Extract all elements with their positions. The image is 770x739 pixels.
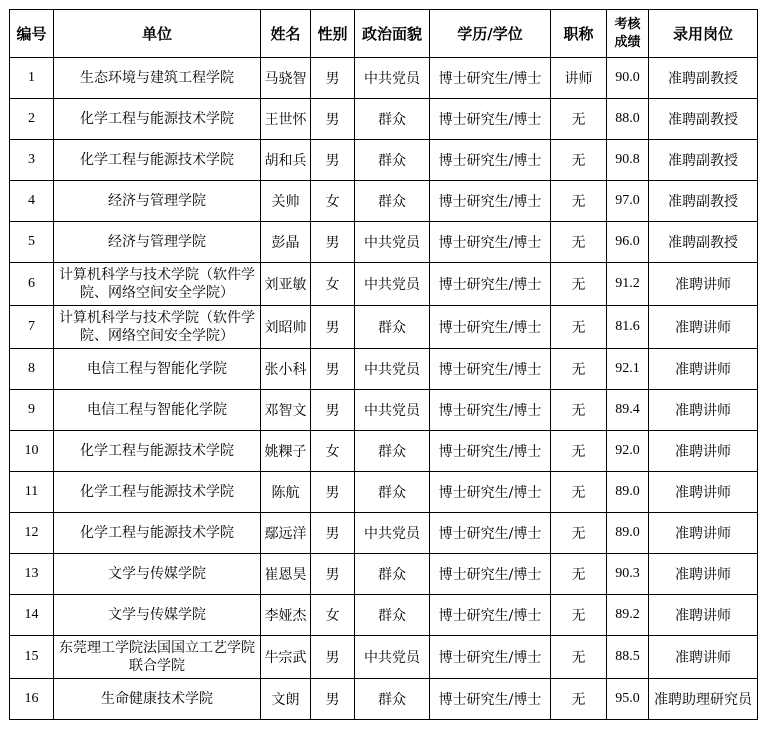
cell-title: 无 — [551, 306, 607, 349]
cell-degree: 博士研究生/博士 — [430, 222, 551, 263]
cell-position: 准聘讲师 — [649, 595, 758, 636]
cell-no: 11 — [10, 472, 54, 513]
table-row — [10, 636, 758, 679]
cell-political: 中共党员 — [355, 349, 430, 390]
cell-gender: 男 — [311, 513, 355, 554]
cell-no: 6 — [10, 263, 54, 306]
cell-name: 鄢远洋 — [261, 513, 311, 554]
cell-political: 群众 — [355, 679, 430, 720]
cell-degree: 博士研究生/博士 — [430, 513, 551, 554]
cell-position: 准聘讲师 — [649, 306, 758, 349]
cell-gender: 女 — [311, 181, 355, 222]
cell-degree: 博士研究生/博士 — [430, 306, 551, 349]
cell-score: 89.0 — [607, 513, 649, 554]
cell-name: 胡和兵 — [261, 140, 311, 181]
table-row — [10, 222, 758, 263]
cell-no: 16 — [10, 679, 54, 720]
cell-gender: 女 — [311, 431, 355, 472]
cell-degree: 博士研究生/博士 — [430, 181, 551, 222]
header-row — [10, 10, 758, 58]
cell-unit: 东莞理工学院法国国立工艺学院联合学院 — [54, 636, 261, 679]
cell-unit: 生命健康技术学院 — [54, 679, 261, 720]
cell-political: 群众 — [355, 99, 430, 140]
cell-political: 群众 — [355, 306, 430, 349]
cell-title: 无 — [551, 349, 607, 390]
cell-title: 无 — [551, 513, 607, 554]
cell-no: 15 — [10, 636, 54, 679]
cell-position: 准聘副教授 — [649, 181, 758, 222]
cell-unit: 化学工程与能源技术学院 — [54, 99, 261, 140]
cell-gender: 男 — [311, 349, 355, 390]
cell-position: 准聘讲师 — [649, 263, 758, 306]
cell-name: 文朗 — [261, 679, 311, 720]
cell-unit: 化学工程与能源技术学院 — [54, 513, 261, 554]
table-row — [10, 306, 758, 349]
cell-score: 89.2 — [607, 595, 649, 636]
cell-political: 中共党员 — [355, 222, 430, 263]
table-row — [10, 472, 758, 513]
cell-score: 92.1 — [607, 349, 649, 390]
cell-score: 89.4 — [607, 390, 649, 431]
table-row — [10, 181, 758, 222]
cell-political: 中共党员 — [355, 263, 430, 306]
cell-name: 刘昭帅 — [261, 306, 311, 349]
cell-degree: 博士研究生/博士 — [430, 679, 551, 720]
cell-position: 准聘副教授 — [649, 222, 758, 263]
cell-unit: 计算机科学与技术学院（软件学院、网络空间安全学院） — [54, 306, 261, 349]
cell-name: 崔恩昊 — [261, 554, 311, 595]
cell-score: 91.2 — [607, 263, 649, 306]
cell-political: 中共党员 — [355, 390, 430, 431]
cell-score: 88.5 — [607, 636, 649, 679]
cell-degree: 博士研究生/博士 — [430, 140, 551, 181]
header-position: 录用岗位 — [649, 10, 758, 58]
table-row — [10, 513, 758, 554]
cell-no: 8 — [10, 349, 54, 390]
header-degree: 学历/学位 — [430, 10, 551, 58]
cell-unit: 电信工程与智能化学院 — [54, 390, 261, 431]
cell-unit: 经济与管理学院 — [54, 181, 261, 222]
header-name: 姓名 — [261, 10, 311, 58]
cell-no: 4 — [10, 181, 54, 222]
cell-position: 准聘讲师 — [649, 554, 758, 595]
cell-name: 邓智文 — [261, 390, 311, 431]
cell-gender: 女 — [311, 595, 355, 636]
cell-political: 群众 — [355, 595, 430, 636]
cell-political: 中共党员 — [355, 636, 430, 679]
header-score — [607, 10, 649, 58]
cell-gender: 男 — [311, 679, 355, 720]
cell-score: 81.6 — [607, 306, 649, 349]
cell-no: 7 — [10, 306, 54, 349]
cell-name: 关帅 — [261, 181, 311, 222]
cell-position: 准聘讲师 — [649, 349, 758, 390]
cell-score: 90.0 — [607, 58, 649, 99]
cell-score: 90.3 — [607, 554, 649, 595]
cell-unit: 文学与传媒学院 — [54, 554, 261, 595]
cell-unit: 化学工程与能源技术学院 — [54, 431, 261, 472]
table-row — [10, 390, 758, 431]
table-row — [10, 349, 758, 390]
cell-name: 马骁智 — [261, 58, 311, 99]
header-title: 职称 — [551, 10, 607, 58]
cell-name: 张小科 — [261, 349, 311, 390]
header-political: 政治面貌 — [355, 10, 430, 58]
cell-no: 12 — [10, 513, 54, 554]
cell-degree: 博士研究生/博士 — [430, 636, 551, 679]
header-score-line1: 考核 — [614, 16, 641, 32]
cell-position: 准聘讲师 — [649, 513, 758, 554]
cell-score: 88.0 — [607, 99, 649, 140]
header-unit: 单位 — [54, 10, 261, 58]
cell-name: 刘亚敏 — [261, 263, 311, 306]
table-row — [10, 595, 758, 636]
cell-degree: 博士研究生/博士 — [430, 263, 551, 306]
cell-degree: 博士研究生/博士 — [430, 472, 551, 513]
cell-political: 中共党员 — [355, 58, 430, 99]
cell-position: 准聘讲师 — [649, 390, 758, 431]
cell-position: 准聘副教授 — [649, 140, 758, 181]
cell-score: 89.0 — [607, 472, 649, 513]
cell-score: 96.0 — [607, 222, 649, 263]
cell-score: 90.8 — [607, 140, 649, 181]
header-gender: 性别 — [311, 10, 355, 58]
cell-no: 2 — [10, 99, 54, 140]
cell-name: 李娅杰 — [261, 595, 311, 636]
table-row — [10, 140, 758, 181]
cell-no: 5 — [10, 222, 54, 263]
cell-position: 准聘讲师 — [649, 431, 758, 472]
cell-name: 牛宗武 — [261, 636, 311, 679]
cell-gender: 男 — [311, 390, 355, 431]
cell-gender: 男 — [311, 306, 355, 349]
cell-title: 无 — [551, 595, 607, 636]
cell-name: 姚粿子 — [261, 431, 311, 472]
cell-unit: 电信工程与智能化学院 — [54, 349, 261, 390]
cell-no: 9 — [10, 390, 54, 431]
cell-position: 准聘讲师 — [649, 472, 758, 513]
cell-title: 无 — [551, 679, 607, 720]
cell-title: 无 — [551, 472, 607, 513]
table-row — [10, 99, 758, 140]
cell-degree: 博士研究生/博士 — [430, 58, 551, 99]
table-row — [10, 58, 758, 99]
cell-unit: 计算机科学与技术学院（软件学院、网络空间安全学院） — [54, 263, 261, 306]
cell-gender: 男 — [311, 222, 355, 263]
cell-gender: 男 — [311, 636, 355, 679]
cell-no: 3 — [10, 140, 54, 181]
cell-degree: 博士研究生/博士 — [430, 349, 551, 390]
cell-degree: 博士研究生/博士 — [430, 554, 551, 595]
cell-gender: 男 — [311, 472, 355, 513]
cell-title: 无 — [551, 222, 607, 263]
cell-no: 14 — [10, 595, 54, 636]
cell-unit: 化学工程与能源技术学院 — [54, 140, 261, 181]
cell-degree: 博士研究生/博士 — [430, 595, 551, 636]
cell-political: 群众 — [355, 140, 430, 181]
cell-degree: 博士研究生/博士 — [430, 431, 551, 472]
cell-title: 无 — [551, 636, 607, 679]
table-row — [10, 679, 758, 720]
cell-name: 彭晶 — [261, 222, 311, 263]
cell-position: 准聘讲师 — [649, 636, 758, 679]
cell-position: 准聘助理研究员 — [649, 679, 758, 720]
cell-unit: 生态环境与建筑工程学院 — [54, 58, 261, 99]
cell-gender: 女 — [311, 263, 355, 306]
cell-no: 1 — [10, 58, 54, 99]
cell-title: 无 — [551, 263, 607, 306]
header-no: 编号 — [10, 10, 54, 58]
cell-score: 92.0 — [607, 431, 649, 472]
cell-gender: 男 — [311, 58, 355, 99]
cell-no: 13 — [10, 554, 54, 595]
recruitment-table — [9, 9, 758, 720]
cell-degree: 博士研究生/博士 — [430, 390, 551, 431]
cell-gender: 男 — [311, 99, 355, 140]
cell-unit: 经济与管理学院 — [54, 222, 261, 263]
cell-position: 准聘副教授 — [649, 99, 758, 140]
cell-no: 10 — [10, 431, 54, 472]
cell-title: 无 — [551, 554, 607, 595]
cell-political: 中共党员 — [355, 513, 430, 554]
cell-name: 王世怀 — [261, 99, 311, 140]
cell-score: 95.0 — [607, 679, 649, 720]
table-row — [10, 554, 758, 595]
header-score-line2: 成绩 — [614, 34, 641, 50]
cell-degree: 博士研究生/博士 — [430, 99, 551, 140]
cell-political: 群众 — [355, 181, 430, 222]
cell-position: 准聘副教授 — [649, 58, 758, 99]
cell-political: 群众 — [355, 554, 430, 595]
cell-gender: 男 — [311, 140, 355, 181]
cell-title: 无 — [551, 99, 607, 140]
cell-unit: 化学工程与能源技术学院 — [54, 472, 261, 513]
cell-title: 无 — [551, 431, 607, 472]
cell-gender: 男 — [311, 554, 355, 595]
cell-unit: 文学与传媒学院 — [54, 595, 261, 636]
table-row — [10, 263, 758, 306]
table-row — [10, 431, 758, 472]
cell-title: 无 — [551, 390, 607, 431]
cell-name: 陈航 — [261, 472, 311, 513]
cell-political: 群众 — [355, 472, 430, 513]
cell-title: 无 — [551, 140, 607, 181]
cell-score: 97.0 — [607, 181, 649, 222]
cell-title: 讲师 — [551, 58, 607, 99]
cell-title: 无 — [551, 181, 607, 222]
cell-political: 群众 — [355, 431, 430, 472]
